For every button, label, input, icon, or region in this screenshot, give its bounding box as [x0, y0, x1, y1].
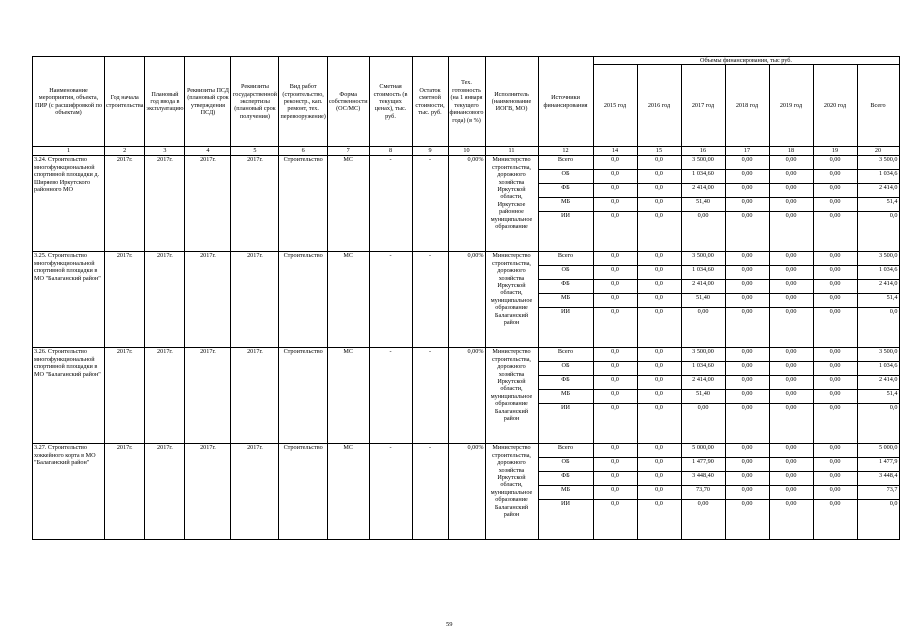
funding-value: 3 500,0 [857, 156, 899, 170]
funding-value: 2 414,0 [857, 280, 899, 294]
header-year-commission: Плановый год ввода в эксплуатацию [145, 57, 185, 147]
funding-value: 1 034,60 [681, 170, 725, 184]
funding-value: 0,00 [681, 500, 725, 540]
funding-value: 0,00 [813, 472, 857, 486]
executor: Министерство строительства, дорожного хозяйства Иркутской области, муниципальное образование Балаганский район [485, 252, 538, 348]
funding-value: 1 034,60 [681, 266, 725, 280]
funding-value: 0,00 [769, 458, 813, 472]
funding-value: 0,00 [681, 212, 725, 252]
funding-value: 0,00 [725, 308, 769, 348]
expertise-date: 2017г. [231, 348, 279, 444]
funding-value: 5 000,0 [857, 444, 899, 458]
funding-value: 0,00 [769, 376, 813, 390]
year-commission: 2017г. [145, 444, 185, 540]
funding-value: 0,00 [725, 156, 769, 170]
table-header [33, 57, 900, 156]
header-year: 2016 год [637, 65, 681, 147]
estimate-cost: - [369, 348, 412, 444]
funding-value: 0,00 [813, 156, 857, 170]
funding-value: 5 000,00 [681, 444, 725, 458]
funding-value: 0,00 [813, 486, 857, 500]
column-number: 14 [593, 147, 637, 156]
ownership: МС [327, 252, 369, 348]
funding-value: 0,0 [637, 170, 681, 184]
column-number: 10 [448, 147, 485, 156]
work-type: Строительство [279, 444, 327, 540]
funding-value: 0,0 [637, 212, 681, 252]
estimate-cost: - [369, 252, 412, 348]
funding-value: 0,00 [725, 294, 769, 308]
funding-value: 0,00 [725, 280, 769, 294]
executor: Министерство строительства, дорожного хозяйства Иркутской области, муниципальное образование Балаганский район [485, 444, 538, 540]
expertise-date: 2017г. [231, 156, 279, 252]
column-number: 20 [857, 147, 899, 156]
funding-value: 0,00 [813, 362, 857, 376]
funding-value: 0,00 [813, 294, 857, 308]
funding-value: 0,00 [769, 444, 813, 458]
funding-source: ИИ [538, 404, 593, 444]
page-number: 59 [446, 621, 453, 628]
funding-value: 0,0 [593, 444, 637, 458]
funding-value: 0,00 [725, 376, 769, 390]
ownership: МС [327, 348, 369, 444]
funding-value: 0,0 [593, 198, 637, 212]
funding-value: 0,0 [593, 170, 637, 184]
funding-value: 0,0 [637, 404, 681, 444]
funding-value: 1 477,9 [857, 458, 899, 472]
funding-value: 3 500,0 [857, 348, 899, 362]
funding-value: 2 414,0 [857, 376, 899, 390]
funding-value: 0,0 [637, 294, 681, 308]
header-work-type: Вид работ (строительство, реконстр., кап. ремонт, тех. перевооружение) [279, 57, 327, 147]
estimate-rest: - [412, 156, 448, 252]
funding-value: 0,0 [857, 212, 899, 252]
funding-value: 0,00 [769, 348, 813, 362]
funding-source: ФБ [538, 184, 593, 198]
funding-source: МБ [538, 486, 593, 500]
expertise-date: 2017г. [231, 444, 279, 540]
funding-value: 0,00 [813, 280, 857, 294]
funding-value: 73,70 [681, 486, 725, 500]
funding-value: 0,00 [725, 486, 769, 500]
funding-value: 0,00 [813, 170, 857, 184]
funding-value: 2 414,0 [857, 184, 899, 198]
funding-source: МБ [538, 294, 593, 308]
table-row [33, 156, 900, 170]
funding-source: ИИ [538, 500, 593, 540]
funding-source: ОБ [538, 266, 593, 280]
funding-value: 0,0 [637, 266, 681, 280]
column-number: 2 [105, 147, 145, 156]
funding-value: 0,0 [637, 362, 681, 376]
work-type: Строительство [279, 156, 327, 252]
funding-value: 0,0 [637, 280, 681, 294]
funding-source: МБ [538, 198, 593, 212]
funding-source: ОБ [538, 458, 593, 472]
column-number: 6 [279, 147, 327, 156]
funding-value: 0,00 [769, 486, 813, 500]
header-year: 2020 год [813, 65, 857, 147]
funding-value: 0,00 [725, 444, 769, 458]
funding-value: 0,00 [769, 308, 813, 348]
funding-source: МБ [538, 390, 593, 404]
funding-value: 0,00 [813, 500, 857, 540]
psd-date: 2017г. [185, 156, 231, 252]
funding-value: 0,00 [769, 252, 813, 266]
funding-source: ФБ [538, 280, 593, 294]
expertise-date: 2017г. [231, 252, 279, 348]
funding-source: Всего [538, 156, 593, 170]
funding-value: 0,0 [593, 212, 637, 252]
work-type: Строительство [279, 348, 327, 444]
header-year-start: Год начала строительства [105, 57, 145, 147]
header-year: 2017 год [681, 65, 725, 147]
funding-value: 1 034,60 [681, 362, 725, 376]
funding-value: 0,00 [813, 348, 857, 362]
column-number: 16 [681, 147, 725, 156]
year-start: 2017г. [105, 252, 145, 348]
funding-value: 0,0 [593, 294, 637, 308]
table-body [33, 156, 900, 540]
funding-value: 0,0 [637, 156, 681, 170]
funding-value: 0,00 [681, 308, 725, 348]
funding-value: 0,0 [593, 266, 637, 280]
estimate-rest: - [412, 444, 448, 540]
object-name: 3.25. Строительство многофункциональной спортивной площадки в МО "Балаганский район" [33, 252, 105, 348]
funding-value: 1 477,90 [681, 458, 725, 472]
financing-table [32, 56, 900, 540]
object-name: 3.27. Строительство хоккейного корта в МО "Балаганский район" [33, 444, 105, 540]
funding-value: 0,00 [813, 390, 857, 404]
funding-value: 0,0 [593, 472, 637, 486]
header-volumes: Объемы финансирования, тыс руб. [593, 57, 899, 65]
funding-value: 0,0 [593, 500, 637, 540]
funding-value: 0,00 [813, 252, 857, 266]
ownership: МС [327, 156, 369, 252]
column-number-row [33, 147, 900, 156]
funding-value: 0,00 [681, 404, 725, 444]
header-readiness: Тех. готовность (на 1 января текущего финансового года) (в %) [448, 57, 485, 147]
funding-value: 0,00 [813, 266, 857, 280]
psd-date: 2017г. [185, 348, 231, 444]
funding-value: 0,00 [725, 212, 769, 252]
ownership: МС [327, 444, 369, 540]
funding-source: ИИ [538, 212, 593, 252]
funding-value: 0,00 [769, 500, 813, 540]
funding-value: 0,00 [725, 266, 769, 280]
column-number: 3 [145, 147, 185, 156]
funding-value: 0,00 [725, 472, 769, 486]
funding-value: 0,0 [857, 500, 899, 540]
funding-value: 0,00 [725, 252, 769, 266]
header-sources: Источники финансирования [538, 57, 593, 147]
funding-value: 0,0 [637, 500, 681, 540]
funding-value: 3 448,4 [857, 472, 899, 486]
funding-source: ИИ [538, 308, 593, 348]
psd-date: 2017г. [185, 252, 231, 348]
funding-value: 0,0 [593, 458, 637, 472]
funding-value: 0,0 [593, 348, 637, 362]
table-row [33, 252, 900, 266]
funding-value: 0,0 [637, 252, 681, 266]
column-number: 12 [538, 147, 593, 156]
funding-value: 0,0 [593, 362, 637, 376]
column-number: 4 [185, 147, 231, 156]
estimate-cost: - [369, 444, 412, 540]
psd-date: 2017г. [185, 444, 231, 540]
funding-value: 0,0 [637, 444, 681, 458]
funding-value: 0,0 [637, 198, 681, 212]
funding-value: 0,0 [857, 404, 899, 444]
header-year: 2015 год [593, 65, 637, 147]
funding-value: 1 034,6 [857, 362, 899, 376]
funding-value: 0,0 [637, 348, 681, 362]
funding-source: Всего [538, 252, 593, 266]
funding-value: 0,0 [593, 252, 637, 266]
readiness: 0,00% [448, 444, 485, 540]
funding-value: 0,00 [725, 170, 769, 184]
funding-value: 0,00 [813, 212, 857, 252]
column-number: 11 [485, 147, 538, 156]
funding-value: 1 034,6 [857, 266, 899, 280]
funding-value: 0,0 [593, 156, 637, 170]
header-ownership: Форма собственности (ОС/МС) [327, 57, 369, 147]
funding-value: 0,0 [593, 404, 637, 444]
funding-source: ОБ [538, 170, 593, 184]
funding-value: 0,0 [637, 472, 681, 486]
funding-value: 3 500,00 [681, 156, 725, 170]
column-number: 9 [412, 147, 448, 156]
funding-value: 0,0 [593, 308, 637, 348]
funding-source: Всего [538, 348, 593, 362]
funding-value: 0,00 [725, 404, 769, 444]
header-year: 2019 год [769, 65, 813, 147]
funding-value: 0,0 [593, 486, 637, 500]
column-number: 1 [33, 147, 105, 156]
year-commission: 2017г. [145, 348, 185, 444]
header-year: Всего [857, 65, 899, 147]
column-number: 8 [369, 147, 412, 156]
funding-value: 3 448,40 [681, 472, 725, 486]
year-start: 2017г. [105, 348, 145, 444]
funding-value: 0,00 [813, 376, 857, 390]
year-commission: 2017г. [145, 252, 185, 348]
funding-value: 0,00 [725, 390, 769, 404]
funding-value: 0,00 [769, 472, 813, 486]
year-start: 2017г. [105, 156, 145, 252]
funding-value: 0,0 [593, 376, 637, 390]
readiness: 0,00% [448, 252, 485, 348]
funding-source: ФБ [538, 376, 593, 390]
funding-value: 0,00 [725, 348, 769, 362]
executor: Министерство строительства, дорожного хозяйства Иркутской области, муниципальное образование Балаганский район [485, 348, 538, 444]
funding-source: ОБ [538, 362, 593, 376]
funding-value: 0,00 [769, 184, 813, 198]
readiness: 0,00% [448, 348, 485, 444]
funding-value: 0,0 [593, 184, 637, 198]
funding-value: 51,4 [857, 390, 899, 404]
funding-value: 0,00 [725, 458, 769, 472]
funding-value: 0,00 [813, 444, 857, 458]
funding-value: 3 500,00 [681, 348, 725, 362]
funding-value: 0,00 [769, 170, 813, 184]
header-name: Наименование мероприятия, объекта, ПИР (с расшифровкой по объектам) [33, 57, 105, 147]
header-expertise: Реквизиты государственной экспертизы (плановый срок получения) [231, 57, 279, 147]
funding-value: 3 500,00 [681, 252, 725, 266]
header-estimate-cost: Сметная стоимость (в текущих ценах), тыс. руб. [369, 57, 412, 147]
funding-value: 0,0 [593, 280, 637, 294]
funding-value: 0,00 [769, 280, 813, 294]
funding-value: 0,00 [769, 266, 813, 280]
funding-value: 0,00 [813, 184, 857, 198]
funding-value: 0,00 [725, 500, 769, 540]
funding-value: 0,0 [637, 390, 681, 404]
funding-value: 0,00 [725, 362, 769, 376]
funding-value: 2 414,00 [681, 376, 725, 390]
funding-value: 3 500,0 [857, 252, 899, 266]
funding-value: 51,4 [857, 198, 899, 212]
table-row [33, 348, 900, 362]
estimate-rest: - [412, 252, 448, 348]
funding-value: 0,0 [637, 458, 681, 472]
year-commission: 2017г. [145, 156, 185, 252]
funding-value: 0,00 [769, 156, 813, 170]
funding-value: 0,00 [813, 198, 857, 212]
funding-value: 1 034,6 [857, 170, 899, 184]
funding-source: ФБ [538, 472, 593, 486]
funding-value: 0,0 [637, 184, 681, 198]
header-year: 2018 год [725, 65, 769, 147]
header-psd: Реквизиты ПСД (плановый срок утверждения ПСД) [185, 57, 231, 147]
object-name: 3.26. Строительство многофункциональной спортивной площадки в МО "Балаганский район" [33, 348, 105, 444]
column-number: 7 [327, 147, 369, 156]
funding-value: 0,00 [769, 404, 813, 444]
funding-value: 2 414,00 [681, 184, 725, 198]
funding-value: 0,00 [813, 404, 857, 444]
funding-value: 0,0 [593, 390, 637, 404]
column-number: 19 [813, 147, 857, 156]
column-number: 5 [231, 147, 279, 156]
funding-value: 0,00 [769, 212, 813, 252]
funding-value: 0,0 [637, 376, 681, 390]
funding-value: 0,00 [769, 294, 813, 308]
funding-value: 0,00 [769, 390, 813, 404]
funding-value: 0,0 [637, 486, 681, 500]
column-number: 17 [725, 147, 769, 156]
header-executor: Исполнитель (наименование ИОГВ, МО) [485, 57, 538, 147]
year-start: 2017г. [105, 444, 145, 540]
funding-value: 0,00 [813, 458, 857, 472]
work-type: Строительство [279, 252, 327, 348]
column-number: 18 [769, 147, 813, 156]
funding-value: 2 414,00 [681, 280, 725, 294]
funding-value: 51,40 [681, 390, 725, 404]
funding-source: Всего [538, 444, 593, 458]
estimate-rest: - [412, 348, 448, 444]
table-row [33, 444, 900, 458]
estimate-cost: - [369, 156, 412, 252]
funding-value: 0,00 [813, 308, 857, 348]
funding-value: 0,0 [637, 308, 681, 348]
funding-value: 0,00 [769, 362, 813, 376]
funding-value: 73,7 [857, 486, 899, 500]
funding-value: 51,40 [681, 294, 725, 308]
header-estimate-rest: Остаток сметной стоимости, тыс. руб. [412, 57, 448, 147]
executor: Министерство строительства, дорожного хозяйства Иркутской области, Иркутское районное муниципальное образование [485, 156, 538, 252]
funding-value: 0,00 [725, 184, 769, 198]
readiness: 0,00% [448, 156, 485, 252]
funding-value: 0,00 [769, 198, 813, 212]
column-number: 15 [637, 147, 681, 156]
object-name: 3.24. Строительство многофункциональной спортивной площадки д. Ширяево Иркутского районного МО [33, 156, 105, 252]
funding-value: 51,4 [857, 294, 899, 308]
funding-value: 0,00 [725, 198, 769, 212]
funding-value: 0,0 [857, 308, 899, 348]
funding-value: 51,40 [681, 198, 725, 212]
